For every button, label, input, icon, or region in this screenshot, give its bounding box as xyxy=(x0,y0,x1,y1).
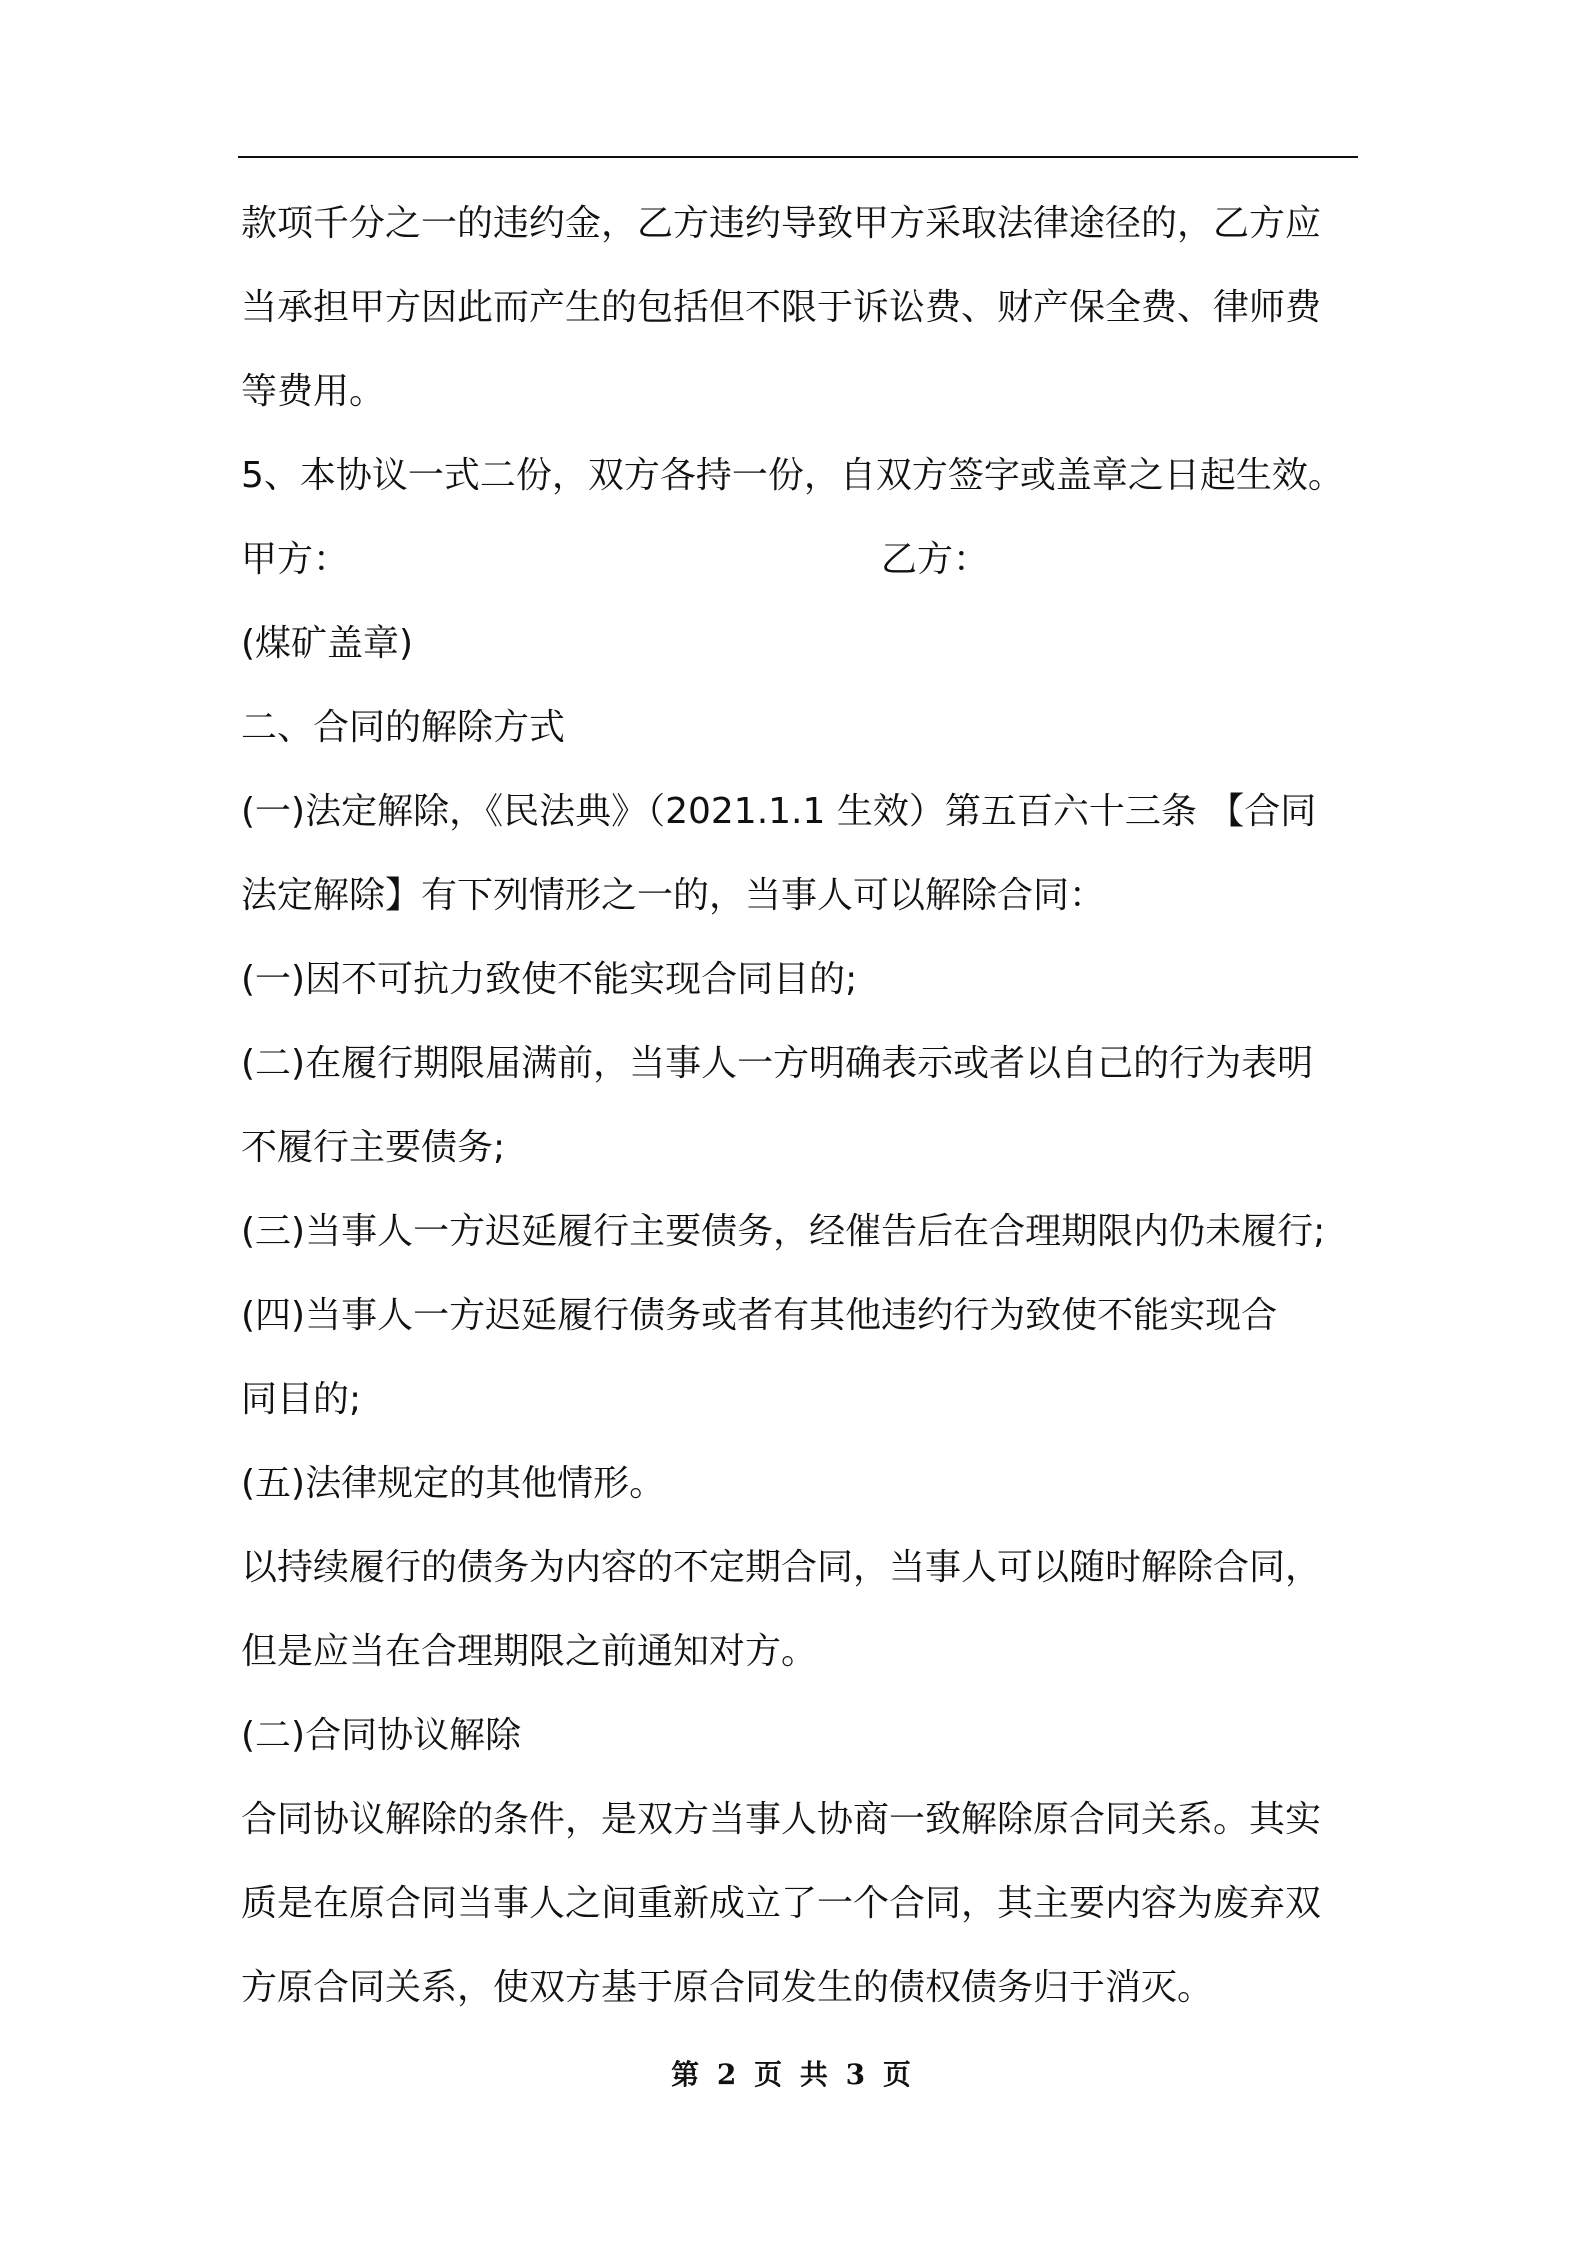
header-divider xyxy=(238,156,1358,158)
text-line-10: (一)因不可抗力致使不能实现合同目的; xyxy=(241,959,858,1000)
text-line-6: (煤矿盖章) xyxy=(241,623,414,664)
text-line-4: 5、本协议一式二份，双方各持一份，自双方签字或盖章之日起生效。 xyxy=(241,455,1344,496)
text-line-11: (二)在履行期限届满前，当事人一方明确表示或者以自己的行为表明 xyxy=(241,1043,1314,1084)
text-line-12: 不履行主要债务; xyxy=(241,1127,506,1168)
text-line-18: 但是应当在合理期限之前通知对方。 xyxy=(241,1631,818,1672)
text-line-15: 同目的; xyxy=(241,1379,362,1420)
party-b-label: 乙方： xyxy=(881,539,990,580)
text-line-1: 款项千分之一的违约金，乙方违约导致甲方采取法律途径的，乙方应 xyxy=(241,203,1322,244)
page-number-footer: 第 2 页 共 3 页 xyxy=(671,2058,915,2091)
text-line-22: 方原合同关系，使双方基于原合同发生的债权债务归于消灭。 xyxy=(241,1967,1214,2008)
text-line-13: (三)当事人一方迟延履行主要债务，经催告后在合理期限内仍未履行; xyxy=(241,1211,1326,1252)
text-line-17: 以持续履行的债务为内容的不定期合同，当事人可以随时解除合同， xyxy=(241,1547,1322,1588)
section-heading: 二、合同的解除方式 xyxy=(241,707,566,748)
document-body xyxy=(241,182,1381,2030)
text-line-21: 质是在原合同当事人之间重新成立了一个合同，其主要内容为废弃双 xyxy=(241,1883,1322,1924)
text-line-9: 法定解除】有下列情形之一的，当事人可以解除合同： xyxy=(241,875,1106,916)
signature-row xyxy=(241,518,1381,602)
text-line-14: (四)当事人一方迟延履行债务或者有其他违约行为致使不能实现合 xyxy=(241,1295,1278,1336)
text-line-3: 等费用。 xyxy=(241,371,386,412)
text-line-8: (一)法定解除，《民法典》（2021.1.1 生效）第五百六十三条 【合同 xyxy=(241,791,1317,832)
party-a-label: 甲方： xyxy=(241,539,350,580)
text-line-20: 合同协议解除的条件，是双方当事人协商一致解除原合同关系。其实 xyxy=(241,1799,1322,1840)
text-line-2: 当承担甲方因此而产生的包括但不限于诉讼费、财产保全费、律师费 xyxy=(241,287,1322,328)
subsection-heading: (二)合同协议解除 xyxy=(241,1715,522,1756)
text-line-16: (五)法律规定的其他情形。 xyxy=(241,1463,666,1504)
